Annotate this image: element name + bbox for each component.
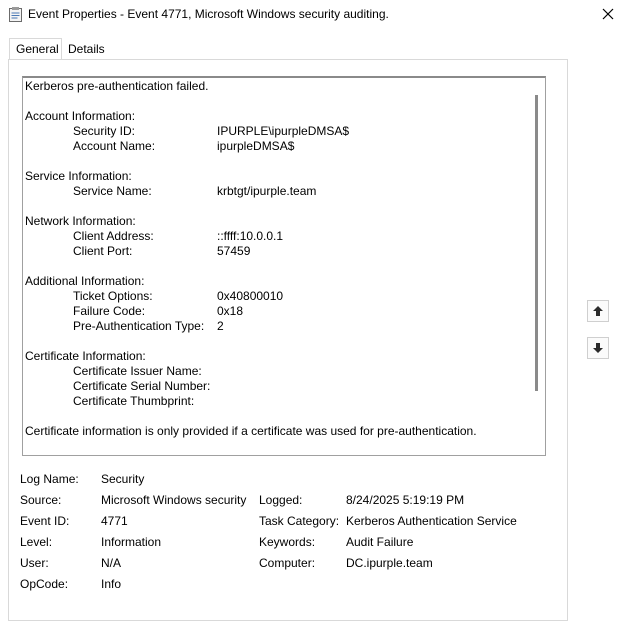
field-value-ticket-options: 0x40800010 (217, 289, 284, 303)
task-category-label: Task Category: (259, 514, 340, 528)
arrow-down-icon (592, 342, 604, 354)
window-title: Event Properties - Event 4771, Microsoft Windows security auditing. (28, 7, 389, 21)
field-label-service-name: Service Name: (73, 184, 152, 198)
field-label-account-name: Account Name: (73, 139, 156, 153)
field-label-client-port: Client Port: (73, 244, 133, 258)
description-footer: Certificate information is only provided if a certificate was used for pre-authentication. (25, 424, 477, 438)
field-label-cert-issuer: Certificate Issuer Name: (73, 364, 202, 378)
opcode-label: OpCode: (20, 577, 69, 591)
arrow-up-icon (592, 305, 604, 317)
section-header-network: Network Information: (25, 214, 136, 228)
logged-label: Logged: (259, 493, 303, 507)
section-header-additional: Additional Information: (25, 274, 145, 288)
keywords-label: Keywords: (259, 535, 316, 549)
field-label-cert-serial: Certificate Serial Number: (73, 379, 211, 393)
description-scrollbar[interactable] (535, 95, 538, 391)
opcode-value: Info (101, 577, 122, 591)
field-label-failure-code: Failure Code: (73, 304, 146, 318)
description-summary: Kerberos pre-authentication failed. (25, 79, 209, 93)
event-id-label: Event ID: (20, 514, 70, 528)
close-icon (602, 8, 614, 20)
log-name-label: Log Name: (20, 472, 79, 486)
computer-value: DC.ipurple.team (346, 556, 433, 570)
section-header-certificate: Certificate Information: (25, 349, 146, 363)
field-label-client-address: Client Address: (73, 229, 154, 243)
user-label: User: (20, 556, 49, 570)
field-label-security-id: Security ID: (73, 124, 136, 138)
tab-details[interactable]: Details (68, 42, 105, 56)
field-label-ticket-options: Ticket Options: (73, 289, 153, 303)
level-label: Level: (20, 535, 53, 549)
field-label-pre-auth-type: Pre-Authentication Type: (73, 319, 205, 333)
event-id-value: 4771 (101, 514, 128, 528)
field-value-failure-code: 0x18 (217, 304, 244, 318)
field-label-cert-thumbprint: Certificate Thumbprint: (73, 394, 195, 408)
user-value: N/A (101, 556, 122, 570)
section-header-account: Account Information: (25, 109, 136, 123)
next-event-button[interactable] (587, 337, 609, 359)
previous-event-button[interactable] (587, 300, 609, 322)
field-value-client-address: ::ffff:10.0.0.1 (217, 229, 284, 243)
log-name-value: Security (101, 472, 145, 486)
level-value: Information (101, 535, 162, 549)
source-value: Microsoft Windows security (101, 493, 247, 507)
keywords-value: Audit Failure (346, 535, 414, 549)
task-category-value: Kerberos Authentication Service (346, 514, 517, 528)
tab-general[interactable]: General (9, 38, 62, 59)
section-header-service: Service Information: (25, 169, 132, 183)
field-value-account-name: ipurpleDMSA$ (217, 139, 295, 153)
field-value-client-port: 57459 (217, 244, 251, 258)
source-label: Source: (20, 493, 62, 507)
field-value-pre-auth-type: 2 (217, 319, 224, 333)
event-properties-icon (9, 7, 22, 22)
field-value-service-name: krbtgt/ipurple.team (217, 184, 317, 198)
computer-label: Computer: (259, 556, 316, 570)
logged-value: 8/24/2025 5:19:19 PM (346, 493, 465, 507)
field-value-security-id: IPURPLE\ipurpleDMSA$ (217, 124, 350, 138)
close-button[interactable] (596, 2, 620, 26)
